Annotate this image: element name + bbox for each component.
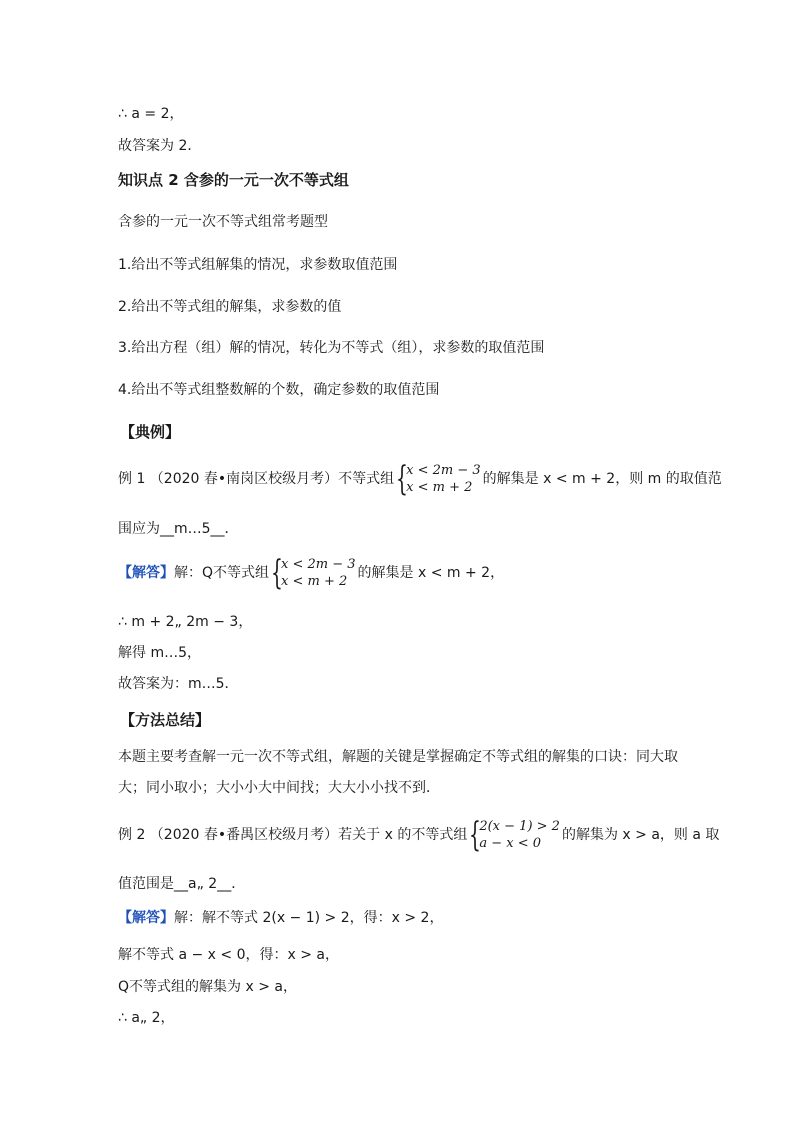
text-line: ∴ a„ 2， — [118, 1010, 175, 1026]
solution-1 — [118, 553, 505, 593]
example-2 — [118, 815, 720, 855]
solution-tag: 【解答】 — [118, 565, 174, 581]
solution-1-suffix: 的解集是 x < m + 2， — [357, 565, 505, 581]
text-line: 故答案为：m…5． — [118, 676, 239, 692]
solution-1-prefix: 解：Q不等式组 — [174, 565, 270, 581]
method-heading: 【方法总结】 — [120, 711, 211, 729]
system-row: x < 2m − 3 — [281, 557, 356, 572]
text-line: 解得 m…5， — [118, 645, 201, 661]
example-heading: 【典例】 — [120, 423, 181, 441]
inequality-system: { x < 2m − 3 x < m + 2 — [271, 553, 356, 593]
system-row: x < 2m − 3 — [406, 463, 481, 478]
list-item: 4.给出不等式组整数解的个数，确定参数的取值范围 — [118, 382, 440, 398]
example-1-answer: 围应为__m…5__． — [118, 521, 239, 537]
list-item: 3.给出方程（组）解的情况，转化为不等式（组），求参数的取值范围 — [118, 340, 545, 356]
section-subtitle: 含参的一元一次不等式组常考题型 — [118, 214, 328, 230]
text-line: 本题主要考查解一元一次不等式组，解题的关键是掌握确定不等式组的解集的口诀：同大取 — [118, 749, 678, 765]
text-line: 解不等式 a − x < 0，得：x > a， — [118, 947, 339, 963]
text-line: ∴ a = 2， — [118, 106, 184, 122]
example-1-prefix: 例 1 （2020 春•南岗区校级月考）不等式组 — [118, 471, 395, 487]
example-2-prefix: 例 2 （2020 春•番禺区校级月考）若关于 x 的不等式组 — [118, 827, 468, 843]
system-row: x < m + 2 — [406, 480, 473, 495]
solution-2-text: 解：解不等式 2(x − 1) > 2，得：x > 2， — [174, 910, 444, 926]
section-title: 知识点 2 含参的一元一次不等式组 — [118, 171, 349, 189]
inequality-system: { 2(x − 1) > 2 a − x < 0 — [469, 815, 560, 855]
example-1-suffix: 的解集是 x < m + 2，则 m 的取值范 — [482, 471, 722, 487]
solution-2 — [118, 908, 443, 928]
text-line: Q不等式组的解集为 x > a， — [118, 979, 297, 995]
list-item: 1.给出不等式组解集的情况，求参数取值范围 — [118, 257, 398, 273]
example-2-answer: 值范围是__a„ 2__． — [118, 876, 246, 892]
system-row: a − x < 0 — [479, 836, 542, 851]
example-2-suffix: 的解集为 x > a，则 a 取 — [561, 827, 720, 843]
example-1 — [118, 459, 722, 499]
inequality-system: { x < 2m − 3 x < m + 2 — [396, 459, 481, 499]
text-line: 故答案为 2． — [118, 138, 202, 154]
list-item: 2.给出不等式组的解集，求参数的值 — [118, 299, 342, 315]
text-line: ∴ m + 2„ 2m − 3， — [118, 614, 253, 630]
system-row: x < m + 2 — [281, 574, 348, 589]
text-line: 大；同小取小；大小小大中间找；大大小小找不到． — [118, 780, 440, 796]
solution-tag: 【解答】 — [118, 910, 174, 926]
system-row: 2(x − 1) > 2 — [479, 819, 560, 834]
